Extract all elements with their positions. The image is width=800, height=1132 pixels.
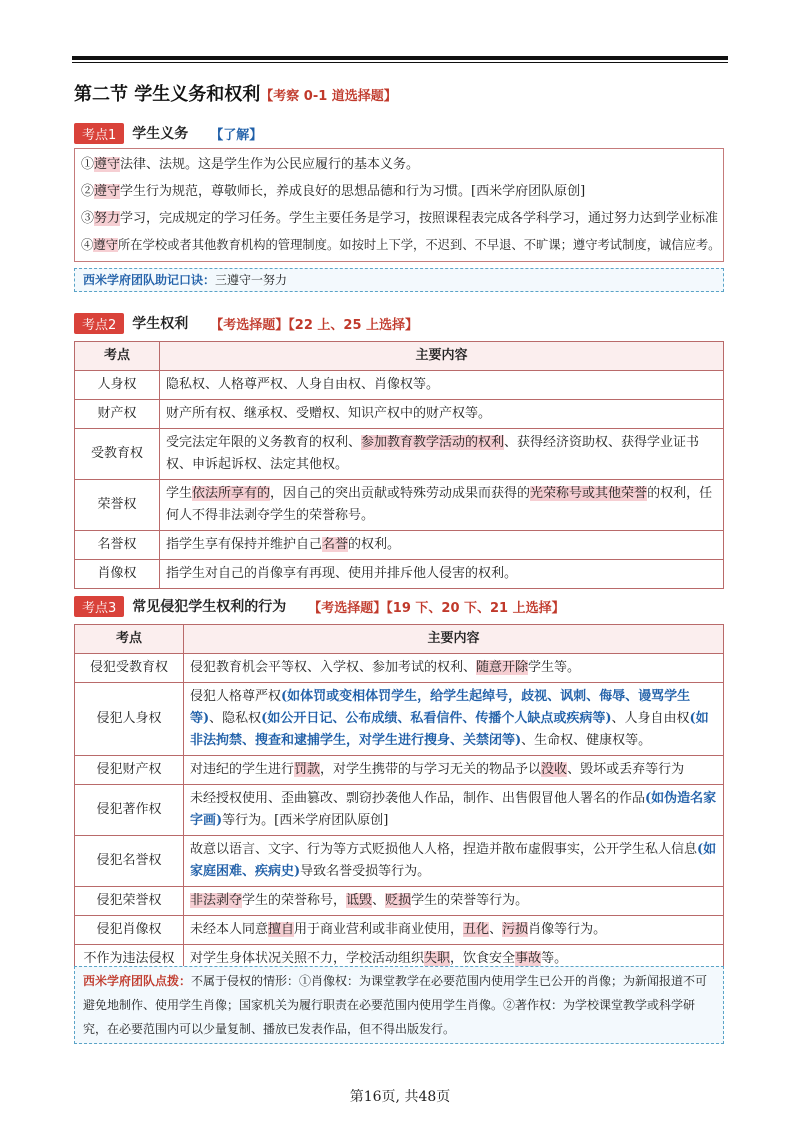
row-key: 侵犯著作权	[75, 785, 184, 836]
table-header-row	[75, 625, 724, 654]
tip-text: 不属于侵权的情形：①肖像权：为课堂教学在必要范围内使用学生已公开的肖像；为新闻报道不可避免地制作、使用学生肖像；国家机关为履行职责在必要范围内使用学生肖像。②著作权：为学校课堂教学或科学研究，在必要范围内可以少量复制、播放已发表作品，但不得出版发行。	[83, 974, 708, 1036]
row-key: 财产权	[75, 400, 160, 429]
highlight: 没收	[541, 762, 568, 777]
kp2-tag: 【考选择题】【22 上、25 上选择】	[210, 317, 419, 333]
example-text: (如体罚或变相体罚学生，给学生起绰号，歧视、讽刺、侮辱、谩骂学生等)	[190, 689, 691, 726]
top-rule-thin	[72, 62, 728, 63]
mnemonic-box	[74, 268, 724, 292]
row-content: 财产所有权、继承权、受赠权、知识产权中的财产权等。	[160, 400, 724, 429]
highlight: 参加教育教学活动的权利	[361, 435, 505, 450]
row-key: 侵犯人身权	[75, 683, 184, 756]
example-text: (如伪造名家字画)	[190, 791, 717, 828]
mnemonic-text: 三遵守一努力	[215, 273, 288, 287]
kp3-header	[74, 596, 565, 616]
row-content: 侵犯教育机会平等权、入学权、参加考试的权利、随意开除学生等。	[184, 654, 724, 683]
kp1-tag: 【了解】	[210, 127, 263, 143]
table-row	[75, 371, 724, 400]
example-text: (如家庭困难、疾病史)	[190, 842, 717, 879]
infringement-table	[74, 624, 724, 974]
duties-box	[74, 148, 724, 262]
row-key: 侵犯名誉权	[75, 836, 184, 887]
highlight: 诋毁	[346, 893, 373, 908]
kp3-name: 常见侵犯学生权利的行为	[132, 599, 287, 615]
table-row	[75, 683, 724, 756]
row-content: 指学生享有保持并维护自己名誉的权利。	[160, 531, 724, 560]
row-key: 肖像权	[75, 560, 160, 589]
mnemonic-label: 西米学府团队助记口诀：	[83, 273, 216, 287]
table-row	[75, 916, 724, 945]
table-row	[75, 654, 724, 683]
highlight: 依法所享有的	[192, 486, 271, 501]
duty-text: 所在学校或者其他教育机构的管理制度。如按时上下学，不迟到、不早退、不旷课；遵守考试制度，诚信应考。	[117, 238, 721, 252]
row-key: 侵犯荣誉权	[75, 887, 184, 916]
row-content: 对学生身体状况关照不力，学校活动组织失职，饮食安全事故等。	[184, 945, 724, 974]
row-content: 受完法定年限的义务教育的权利、参加教育教学活动的权利、获得经济资助权、获得学业证书权、申诉起诉权、法定其他权。	[160, 429, 724, 480]
duty-number: ①	[81, 157, 95, 172]
duty-item	[81, 151, 717, 178]
row-content: 学生依法所享有的，因自己的突出贡献或特殊劳动成果而获得的光荣称号或其他荣誉的权利，任何人不得非法剥夺学生的荣誉称号。	[160, 480, 724, 531]
section-title-text: 第二节 学生义务和权利	[74, 84, 261, 105]
row-key: 侵犯肖像权	[75, 916, 184, 945]
table-row	[75, 400, 724, 429]
highlight: 罚款	[294, 762, 321, 777]
highlight: 污损	[502, 922, 529, 937]
row-content: 隐私权、人格尊严权、人身自由权、肖像权等。	[160, 371, 724, 400]
duty-item	[81, 178, 717, 205]
table-row	[75, 756, 724, 785]
row-key: 人身权	[75, 371, 160, 400]
row-key: 名誉权	[75, 531, 160, 560]
highlight: 擅自	[268, 922, 295, 937]
highlight: 失职	[424, 951, 451, 966]
duty-number: ②	[81, 184, 95, 199]
row-key: 荣誉权	[75, 480, 160, 531]
header-cell-key: 考点	[75, 342, 160, 371]
row-content: 侵犯人格尊严权(如体罚或变相体罚学生，给学生起绰号，歧视、讽刺、侮辱、谩骂学生等)、隐私权(如公开日记、公布成绩、私看信件、传播个人缺点或疾病等)、人身自由权(如非法拘禁、搜查和逮捕学生，对学生进行搜身、关禁闭等)、生命权、健康权等。	[184, 683, 724, 756]
table-row	[75, 785, 724, 836]
table-row	[75, 480, 724, 531]
highlight: 光荣称号或其他荣誉	[530, 486, 648, 501]
tip-label: 西米学府团队点拨：	[83, 974, 192, 988]
kp2-name: 学生权利	[132, 316, 189, 332]
row-content: 未经授权使用、歪曲篡改、剽窃抄袭他人作品，制作、出售假冒他人署名的作品(如伪造名家字画)等行为。[西米学府团队原创]	[184, 785, 724, 836]
rights-table	[74, 341, 724, 589]
duty-number: ③	[81, 211, 95, 226]
example-text: (如公开日记、公布成绩、私看信件、传播个人缺点或疾病等)	[261, 711, 612, 726]
row-content: 故意以语言、文字、行为等方式贬损他人人格，捏造并散布虚假事实，公开学生私人信息(如家庭困难、疾病史)导致名誉受损等行为。	[184, 836, 724, 887]
header-cell-content: 主要内容	[184, 625, 724, 654]
kp1-header	[74, 123, 262, 143]
highlight: 事故	[515, 951, 542, 966]
duty-text: 法律、法规。这是学生作为公民应履行的基本义务。	[120, 157, 420, 172]
highlight: 非法剥夺	[190, 893, 243, 908]
duty-highlight: 遵守	[93, 238, 118, 252]
highlight: 丑化	[463, 922, 490, 937]
duty-item	[81, 205, 717, 232]
top-rule-thick	[72, 56, 728, 60]
tip-box	[74, 966, 724, 1044]
highlight: 名誉	[322, 537, 349, 552]
duty-highlight: 努力	[94, 211, 121, 226]
kp1-badge: 考点1	[74, 123, 124, 144]
row-key: 侵犯财产权	[75, 756, 184, 785]
kp2-badge: 考点2	[74, 313, 124, 334]
highlight: 贬损	[385, 893, 412, 908]
row-key: 不作为违法侵权	[75, 945, 184, 974]
section-title	[74, 80, 397, 106]
row-content: 非法剥夺学生的荣誉称号，诋毁、贬损学生的荣誉等行为。	[184, 887, 724, 916]
kp3-tag: 【考选择题】【19 下、20 下、21 上选择】	[308, 600, 565, 616]
row-content: 指学生对自己的肖像享有再现、使用并排斥他人侵害的权利。	[160, 560, 724, 589]
header-cell-content: 主要内容	[160, 342, 724, 371]
kp1-name: 学生义务	[132, 126, 189, 142]
kp2-header	[74, 313, 418, 333]
duty-highlight: 遵守	[94, 157, 121, 172]
example-text: (如非法拘禁、搜查和逮捕学生，对学生进行搜身、关禁闭等)	[190, 711, 709, 748]
duty-text: 学习，完成规定的学习任务。学生主要任务是学习，按照课程表完成各学科学习，通过努力达到学业标准	[120, 211, 719, 226]
duty-item	[81, 232, 721, 259]
table-row	[75, 836, 724, 887]
table-header-row	[75, 342, 724, 371]
duty-number: ④	[81, 238, 94, 252]
table-row	[75, 560, 724, 589]
duty-highlight: 遵守	[94, 184, 121, 199]
table-row	[75, 531, 724, 560]
kp3-badge: 考点3	[74, 596, 124, 617]
header-cell-key: 考点	[75, 625, 184, 654]
row-content: 未经本人同意擅自用于商业营利或非商业使用，丑化、污损肖像等行为。	[184, 916, 724, 945]
row-key: 受教育权	[75, 429, 160, 480]
row-key: 侵犯受教育权	[75, 654, 184, 683]
row-content: 对违纪的学生进行罚款，对学生携带的与学习无关的物品予以没收、毁坏或丢弃等行为	[184, 756, 724, 785]
duty-text: 学生行为规范，尊敬师长，养成良好的思想品德和行为习惯。[西米学府团队原创]	[120, 184, 586, 199]
highlight: 随意开除	[476, 660, 529, 675]
section-title-tag: 【考察 0-1 道选择题】	[260, 89, 397, 104]
table-row	[75, 429, 724, 480]
page-footer: 第16页, 共48页	[349, 1089, 451, 1105]
table-row	[75, 887, 724, 916]
